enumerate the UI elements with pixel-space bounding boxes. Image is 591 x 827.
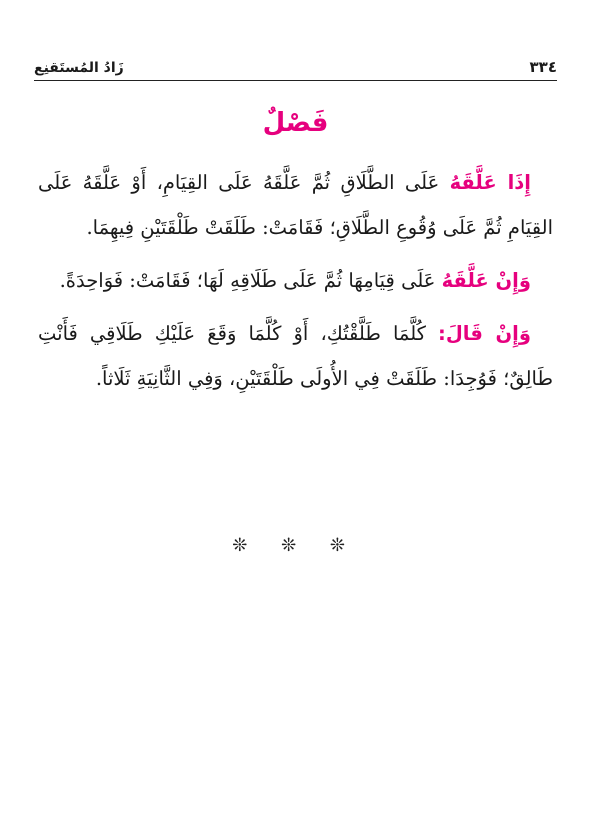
paragraph	[38, 311, 553, 401]
section-separator: ❊ ❊ ❊	[232, 535, 359, 556]
paragraph-text: كُلَّمَا طَلَّقْتُكِ، أَوْ كُلَّمَا وَقَعَ عَلَيْكِ طَلَاقِي فَأَنْتِ طَالِقٌ؛ فَوُجِدَا: طَلَقَتْ فِي الأُولَى طَلْقَتَيْنِ، وَفِي الثَّانِيَةِ ثَلَاثاً.	[38, 322, 553, 390]
running-book-title: زَادُ المُستَقنِع	[34, 60, 124, 76]
paragraph-lead: وَإِنْ قَالَ:	[438, 322, 531, 345]
paragraph-text: عَلَى قِيَامِهَا ثُمَّ عَلَى طَلَاقِهِ لَهَا؛ فَقَامَتْ: فَوَاحِدَةً.	[59, 269, 442, 292]
paragraph	[38, 160, 553, 250]
page-number: ٣٣٤	[529, 58, 557, 76]
paragraph-text: عَلَى الطَّلَاقِ ثُمَّ عَلَّقَهُ عَلَى القِيَامِ، أَوْ عَلَّقَهُ عَلَى القِيَامِ ثُمَّ عَلَى وُقُوعِ الطَّلَاقِ؛ فَقَامَتْ: طَلَقَتْ طَلْقَتَيْنِ فِيهِمَا.	[38, 171, 553, 239]
paragraph-lead: وَإِنْ عَلَّقَهُ	[441, 269, 531, 292]
section-title: فَصْلٌ	[262, 108, 329, 138]
paragraph-lead: إِذَا عَلَّقَهُ	[449, 171, 531, 194]
paragraph	[38, 258, 553, 303]
page-header	[34, 50, 557, 81]
body-text	[38, 160, 553, 409]
